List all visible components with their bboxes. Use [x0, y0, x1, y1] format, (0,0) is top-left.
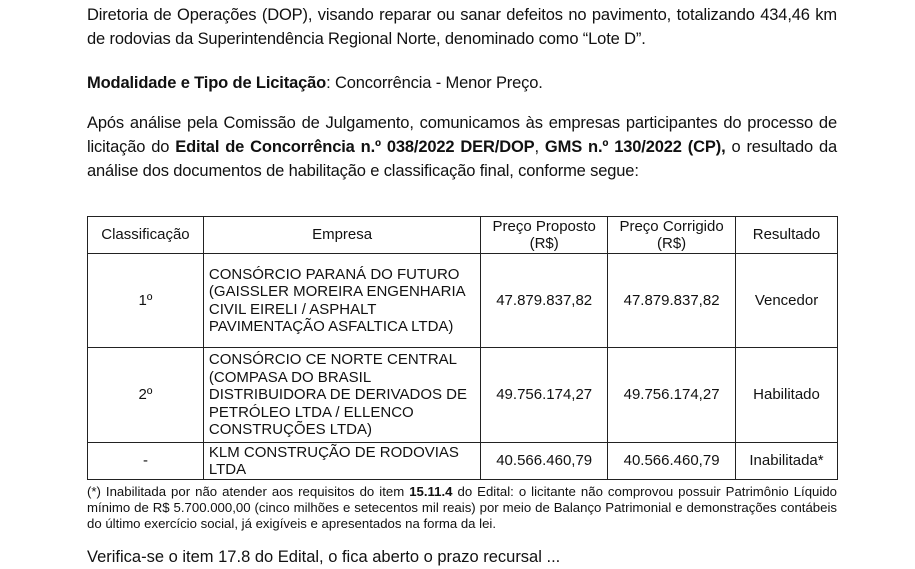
cell-empresa: KLM CONSTRUÇÃO DE RODOVIAS LTDA [203, 443, 480, 480]
footnote-text-1: (*) Inabilitada por não atender aos requisitos do item [87, 484, 410, 499]
cell-preco-corrigido: 40.566.460,79 [608, 443, 736, 480]
cell-preco-proposto: 47.879.837,82 [481, 254, 608, 348]
cell-resultado: Habilitado [736, 348, 838, 443]
footnote-text-2: do Edital: o licitante não comprovou possuir Patrimônio Líquido mínimo de R$ 5.700.000,00 (cinco milhões e setecentos mil reais) por meio de Balanço Patrimonial e demonstrações contábeis do último exercício social, já exigíveis e apresentados na forma da lei. [87, 484, 837, 531]
intro-text: Diretoria de Operações (DOP), visando reparar ou sanar defeitos no pavimento, totalizando 434,46 km de rodovias da Superintendência Regional Norte, denominado como “Lote D”. [87, 6, 837, 48]
cell-preco-corrigido: 49.756.174,27 [608, 348, 736, 443]
footnote [87, 484, 837, 532]
header-preco-corrigido: Preço Corrigido (R$) [608, 217, 736, 254]
table-row [88, 443, 838, 480]
cell-preco-proposto: 49.756.174,27 [481, 348, 608, 443]
table-row [88, 254, 838, 348]
header-classificacao: Classificação [88, 217, 204, 254]
cell-empresa: CONSÓRCIO PARANÁ DO FUTURO (GAISSLER MOREIRA ENGENHARIA CIVIL EIRELI / ASPHALT PAVIMENTAÇÃO ASFALTICA LTDA) [203, 254, 480, 348]
analysis-sep: , [534, 138, 545, 156]
analysis-paragraph [87, 111, 837, 183]
analysis-text-1: Após análise pela Comissão de Julgamento, comunicamos às empresas participantes do processo de licitação do [87, 114, 837, 156]
gms-reference: GMS n.º 130/2022 (CP), [544, 138, 726, 156]
cell-preco-proposto: 40.566.460,79 [481, 443, 608, 480]
truncated-text: Verifica-se o item 17.8 do Edital, o fica aberto o prazo recursal ... [87, 548, 561, 566]
footnote-item: 15.11.4 [409, 484, 453, 499]
cell-resultado: Vencedor [736, 254, 838, 348]
table-row [88, 348, 838, 443]
intro-paragraph [87, 3, 837, 51]
cell-empresa: CONSÓRCIO CE NORTE CENTRAL (COMPASA DO BRASIL DISTRIBUIDORA DE DERIVADOS DE PETRÓLEO LTDA / ELLENCO CONSTRUÇÕES LTDA) [203, 348, 480, 443]
modalidade-label: Modalidade e Tipo de Licitação [87, 74, 327, 92]
cell-preco-corrigido: 47.879.837,82 [608, 254, 736, 348]
cell-resultado: Inabilitada* [736, 443, 838, 480]
analysis-text-2: o resultado da análise dos documentos de habilitação e classificação final, conforme segue: [87, 138, 837, 180]
cell-classificacao: 2º [88, 348, 204, 443]
header-resultado: Resultado [736, 217, 838, 254]
cell-classificacao: - [88, 443, 204, 480]
truncated-paragraph [87, 545, 837, 569]
edital-reference: Edital de Concorrência n.º 038/2022 DER/DOP [175, 138, 535, 156]
table-header-row [88, 217, 838, 254]
modalidade-paragraph [87, 71, 837, 95]
header-empresa: Empresa [203, 217, 480, 254]
results-table [87, 216, 838, 480]
header-preco-proposto: Preço Proposto (R$) [481, 217, 608, 254]
cell-classificacao: 1º [88, 254, 204, 348]
modalidade-value: : Concorrência - Menor Preço. [326, 74, 543, 92]
